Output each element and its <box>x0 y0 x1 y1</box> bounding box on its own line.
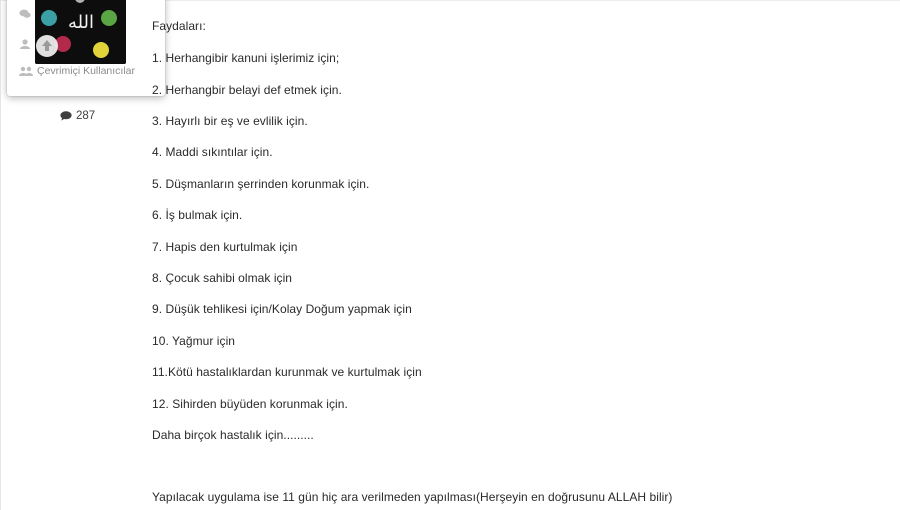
avatar[interactable] <box>35 0 126 64</box>
more-text: Daha birçok hastalık için......... <box>152 428 314 442</box>
benefit-item: 11.Kötü hastalıklardan kurunmak ve kurtulmak için <box>152 365 422 379</box>
benefit-item: 7. Hapis den kurtulmak için <box>152 240 298 254</box>
dropdown-item-online-users[interactable] <box>19 65 135 77</box>
benefit-item: 8. Çocuk sahibi olmak için <box>152 271 293 285</box>
user-icon <box>19 39 31 49</box>
comment-icon <box>60 111 72 121</box>
benefit-item: 4. Maddi sıkıntılar için. <box>152 145 273 159</box>
message-count[interactable] <box>60 110 95 122</box>
benefit-item: 3. Hayırlı bir eş ve evlilik için. <box>152 114 308 128</box>
benefit-item: 1. Herhangibir kanuni işlerimiz için; <box>152 51 340 65</box>
avatar-calligraphy: الله <box>67 12 95 33</box>
navigation-dropdown <box>7 0 165 96</box>
dropdown-item-label: Çevrimiçi Kullanıcılar <box>37 65 136 77</box>
benefit-item: 6. İş bulmak için. <box>152 208 243 222</box>
comments-icon <box>19 9 31 19</box>
benefit-item: 2. Herhangbir belayi def etmek için. <box>152 83 342 97</box>
benefit-item: 10. Yağmur için <box>152 334 236 348</box>
instruction-text: Yapılacak uygulama ise 11 gün hiç ara verilmeden yapılması(Herşeyin en doğrusunu ALLAH bilir) <box>152 490 673 504</box>
benefit-item: 5. Düşmanların şerrinden korunmak için. <box>152 177 370 191</box>
message-count-value: 287 <box>76 110 96 122</box>
benefit-item: 12. Sihirden büyüden korunmak için. <box>152 397 348 411</box>
users-icon <box>19 66 31 76</box>
post-heading: Faydaları: <box>152 19 206 33</box>
benefit-item: 9. Düşük tehlikesi için/Kolay Doğum yapmak için <box>152 302 412 316</box>
